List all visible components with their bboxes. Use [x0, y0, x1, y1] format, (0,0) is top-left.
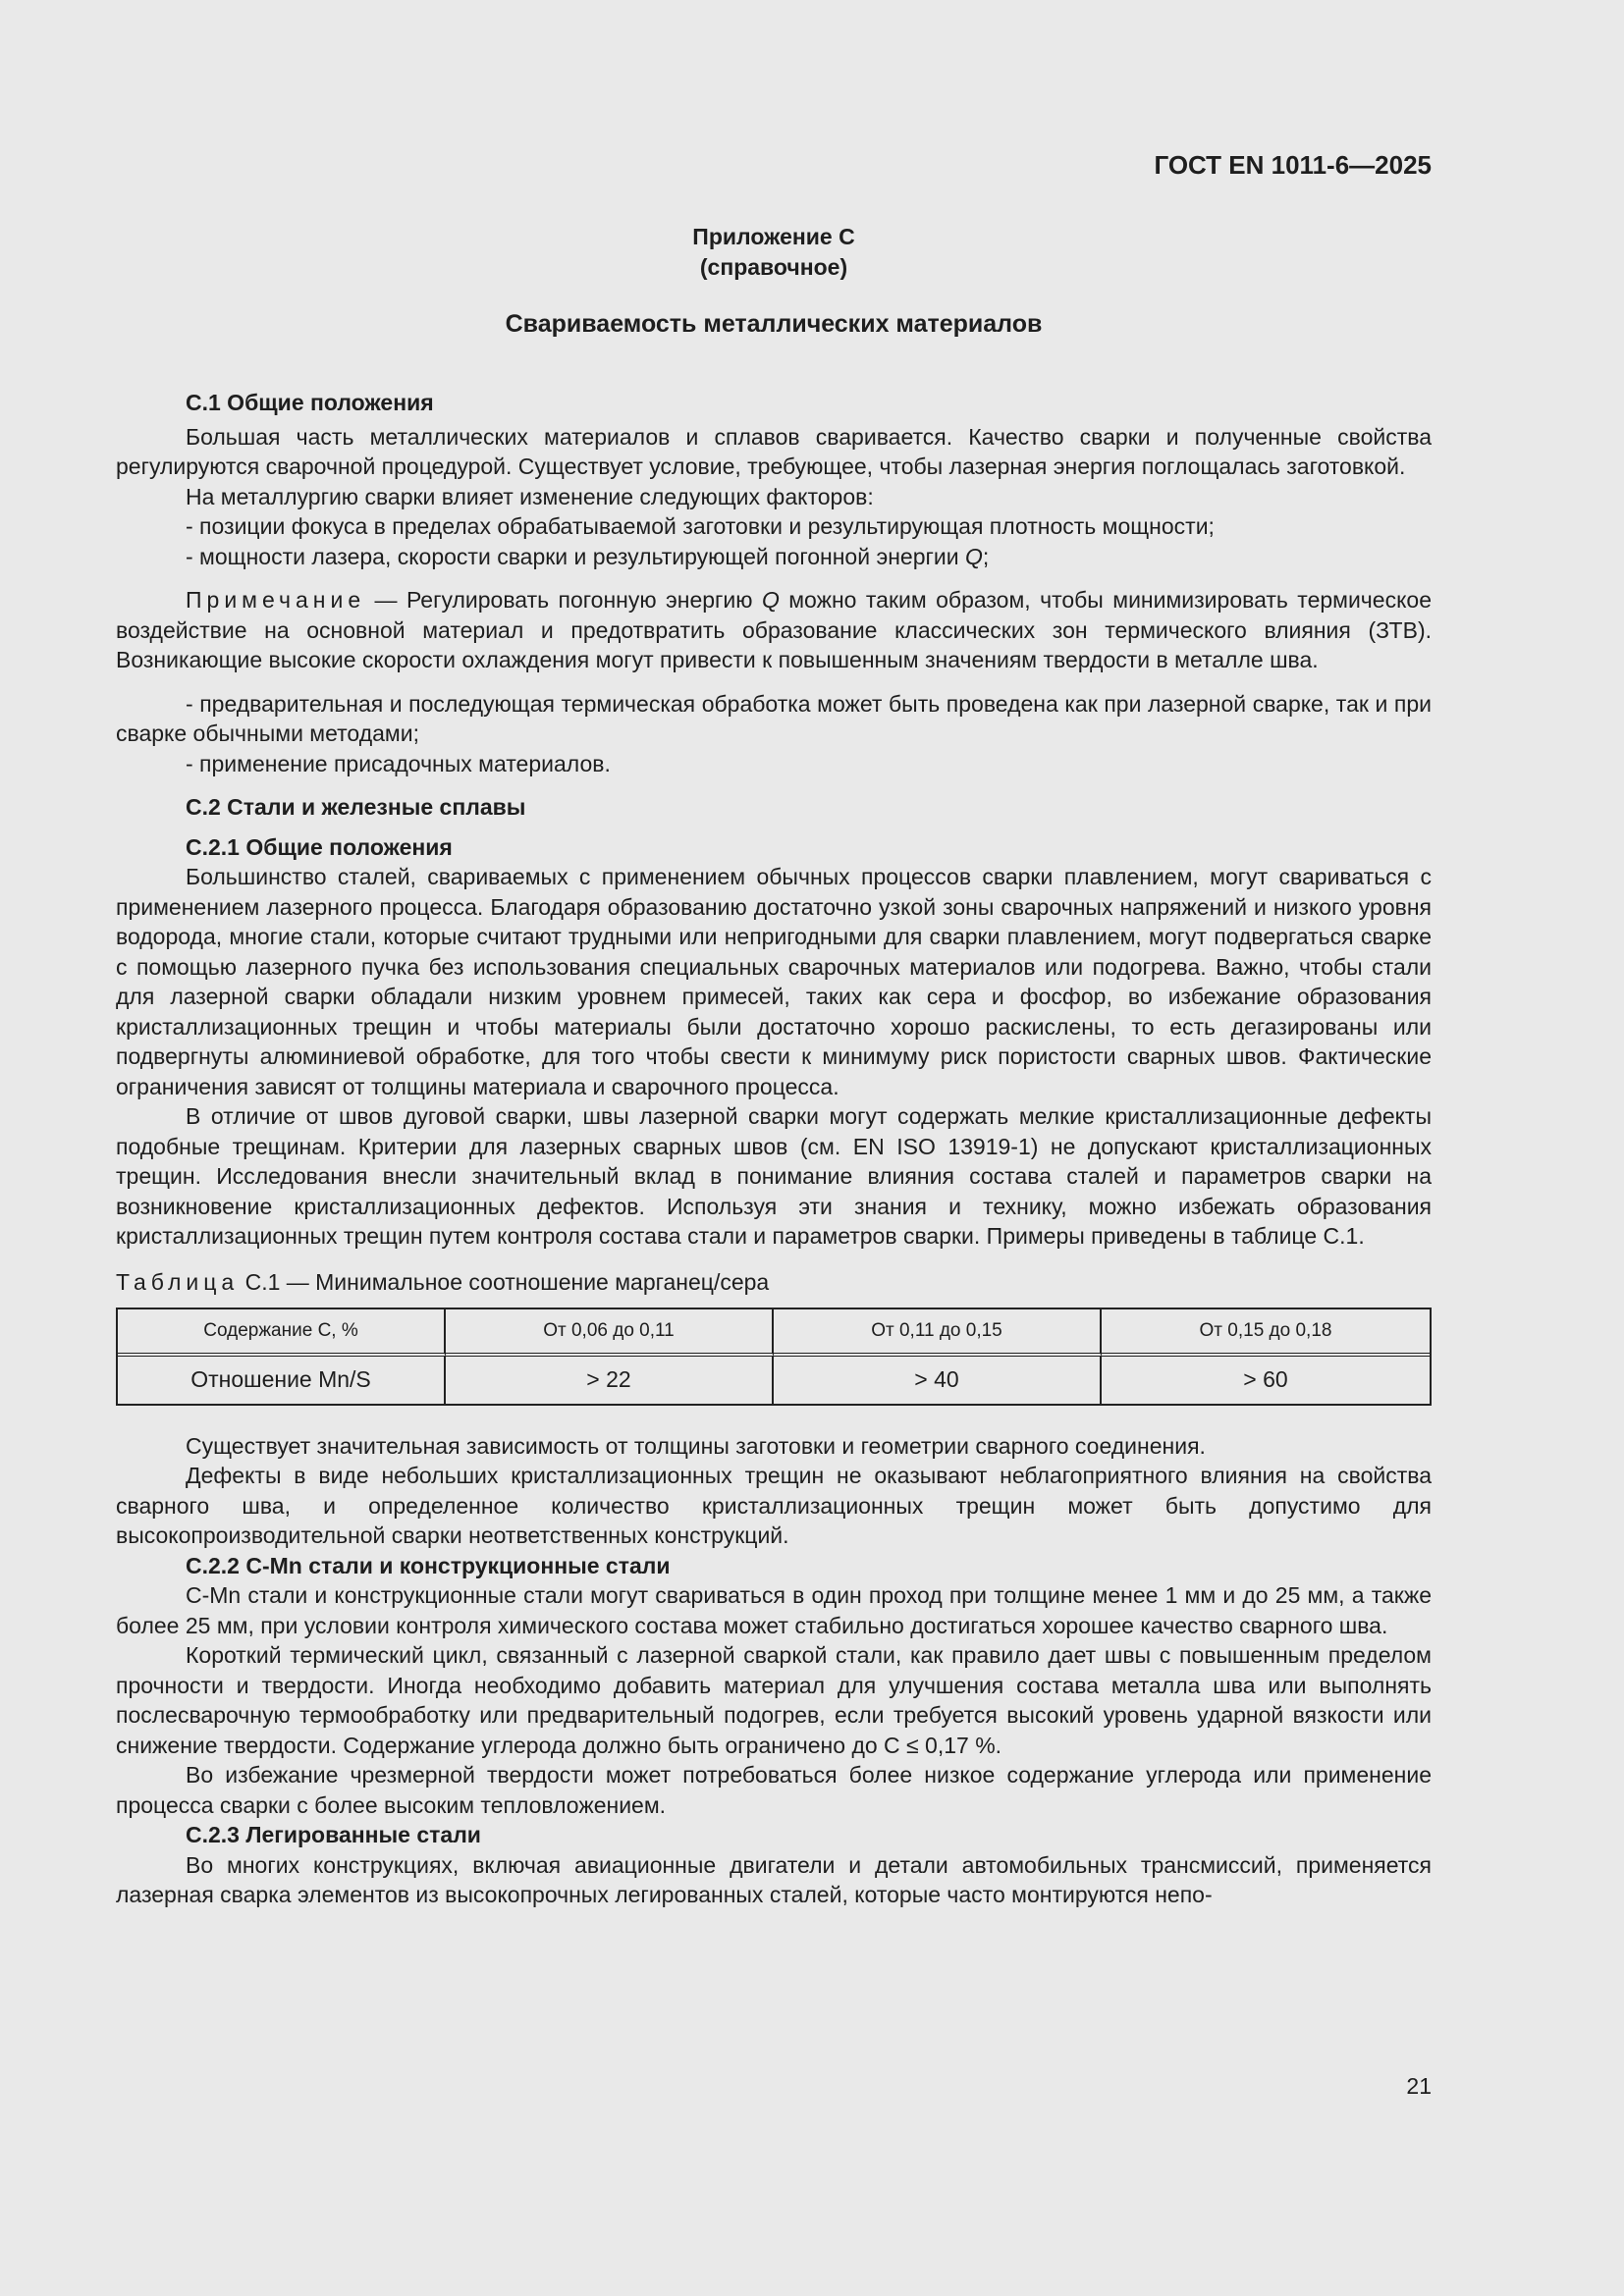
table-header-row: [118, 1309, 1430, 1357]
table-row: [118, 1357, 1430, 1404]
section-c21-heading: С.2.1 Общие положения: [186, 833, 453, 860]
paragraph: Существует значительная зависимость от толщины заготовки и геометрии сварного соединения.: [186, 1432, 1206, 1459]
table-cell: Отношение Mn/S: [118, 1357, 446, 1404]
paragraph: Во многих конструкциях, включая авиационные двигатели и детали автомобильных трансмиссий, применяется лазерная сварка элементов из высокопрочных легированных сталей, которые часто монтируются непо-: [116, 1851, 1432, 1907]
paragraph: Короткий термический цикл, связанный с лазерной сваркой стали, как правило дает швы с повышенным пределом прочности и твердости. Иногда необходимо добавить материал для улучшения состава металла шва или выполнять послесварочную термообработку или предварительный подогрев, если требуется высокий уровень ударной вязкости или снижение твердости. Содержание углерода должно быть ограничено до С ≤ 0,17 %.: [116, 1642, 1432, 1758]
table-cell: > 40: [774, 1357, 1102, 1404]
note-label: Примечание: [186, 587, 366, 613]
table-header-cell: От 0,11 до 0,15: [774, 1309, 1102, 1357]
paragraph: С-Mn стали и конструкционные стали могут свариваться в один проход при толщине менее 1 мм и до 25 мм, а также более 25 мм, при условии контроля химического состава может стабильно достигаться хорошее качество сварного шва.: [116, 1582, 1432, 1638]
appendix-type: (справочное): [699, 254, 848, 280]
paragraph: В отличие от швов дуговой сварки, швы лазерной сварки могут содержать мелкие кристаллизационные дефекты подобные трещинам. Критерии для лазерных сварных швов (см. EN ISO 13919-1) не допускают кристаллизационных трещин. Исследования внесли значительный вклад в понимание влияния состава сталей и параметров сварки на возникновение кристаллизационных дефектов. Используя эти знания и технику, можно избежать образования кристаллизационных трещин путем контроля состава стали и параметров сварки. Примеры приведены в таблице С.1.: [116, 1103, 1432, 1249]
paragraph: Большая часть металлических материалов и сплавов сваривается. Качество сварки и полученные свойства регулируются сварочной процедурой. Существует условие, требующее, чтобы лазерная энергия поглощалась заготовкой.: [116, 423, 1432, 479]
note: Примечание — Регулировать погонную энергию Q можно таким образом, чтобы минимизировать термическое воздействие на основной материал и предотвратить образование классических зон термического влияния (ЗТВ). Возникающие высокие скорости охлаждения могут привести к повышенным значениям твердости в металле шва.: [116, 587, 1432, 672]
list-item: - позиции фокуса в пределах обрабатываемой заготовки и результирующая плотность мощности;: [186, 513, 1215, 539]
section-c1-heading: С.1 Общие положения: [186, 390, 434, 415]
paragraph: Во избежание чрезмерной твердости может потребоваться более низкое содержание углерода или применение процесса сварки с более высоким тепловложением.: [116, 1762, 1432, 1818]
table-cell: > 60: [1243, 1366, 1288, 1392]
table-header-cell: От 0,06 до 0,11: [446, 1309, 774, 1357]
appendix-label: Приложение С: [692, 224, 855, 249]
section-c22-heading: С.2.2 С-Mn стали и конструкционные стали: [186, 1552, 671, 1578]
appendix-heading: [116, 222, 1432, 283]
paragraph: На металлургию сварки влияет изменение следующих факторов:: [186, 483, 874, 509]
table-header-cell: Содержание С, %: [118, 1309, 446, 1357]
table-caption: Таблица С.1 — Минимальное соотношение марганец/сера: [116, 1268, 770, 1295]
mn-s-ratio-table: [116, 1308, 1432, 1406]
section-c23-heading: С.2.3 Легированные стали: [186, 1822, 481, 1847]
paragraph: Большинство сталей, свариваемых с применением обычных процессов сварки плавлением, могут свариваться с применением лазерного процесса. Благодаря образованию достаточно узкой зоны сварочных напряжений и низкого уровня водорода, многие стали, которые считают трудными или непригодными для сварки плавлением, могут подвергаться сварке с помощью лазерного пучка без использования специальных сварочных материалов или подогрева. Важно, чтобы стали для лазерной сварки обладали низким уровнем примесей, таких как сера и фосфор, во избежание образования кристаллизационных трещин и чтобы материалы были достаточно хорошо раскислены, то есть дегазированы или подвергнуты алюминиевой обработке, для того чтобы свести к минимуму риск пористости сварных швов. Фактические ограничения зависят от толщины материала и сварочного процесса.: [116, 864, 1432, 1099]
list-item: - предварительная и последующая термическая обработка может быть проведена как при лазерной сварке, так и при сварке обычными методами;: [116, 690, 1432, 746]
document-number: ГОСТ EN 1011-6—2025: [1154, 150, 1432, 180]
section-c2-heading: С.2 Стали и железные сплавы: [186, 794, 526, 820]
table-cell: > 22: [446, 1357, 774, 1404]
list-item: - применение присадочных материалов.: [186, 750, 611, 776]
document-page: [116, 137, 1432, 1910]
table-header-cell: От 0,15 до 0,18: [1102, 1309, 1430, 1357]
appendix-title: Свариваемость металлических материалов: [505, 310, 1043, 338]
list-item: - мощности лазера, скорости сварки и результирующей погонной энергии Q;: [186, 543, 990, 569]
page-number: 21: [1406, 2073, 1432, 2099]
paragraph: Дефекты в виде небольших кристаллизационных трещин не оказывают неблагоприятного влияния на свойства сварного шва, и определенное количество кристаллизационных трещин может быть допустимо для высокопроизводительной сварки неответственных конструкций.: [116, 1463, 1432, 1548]
